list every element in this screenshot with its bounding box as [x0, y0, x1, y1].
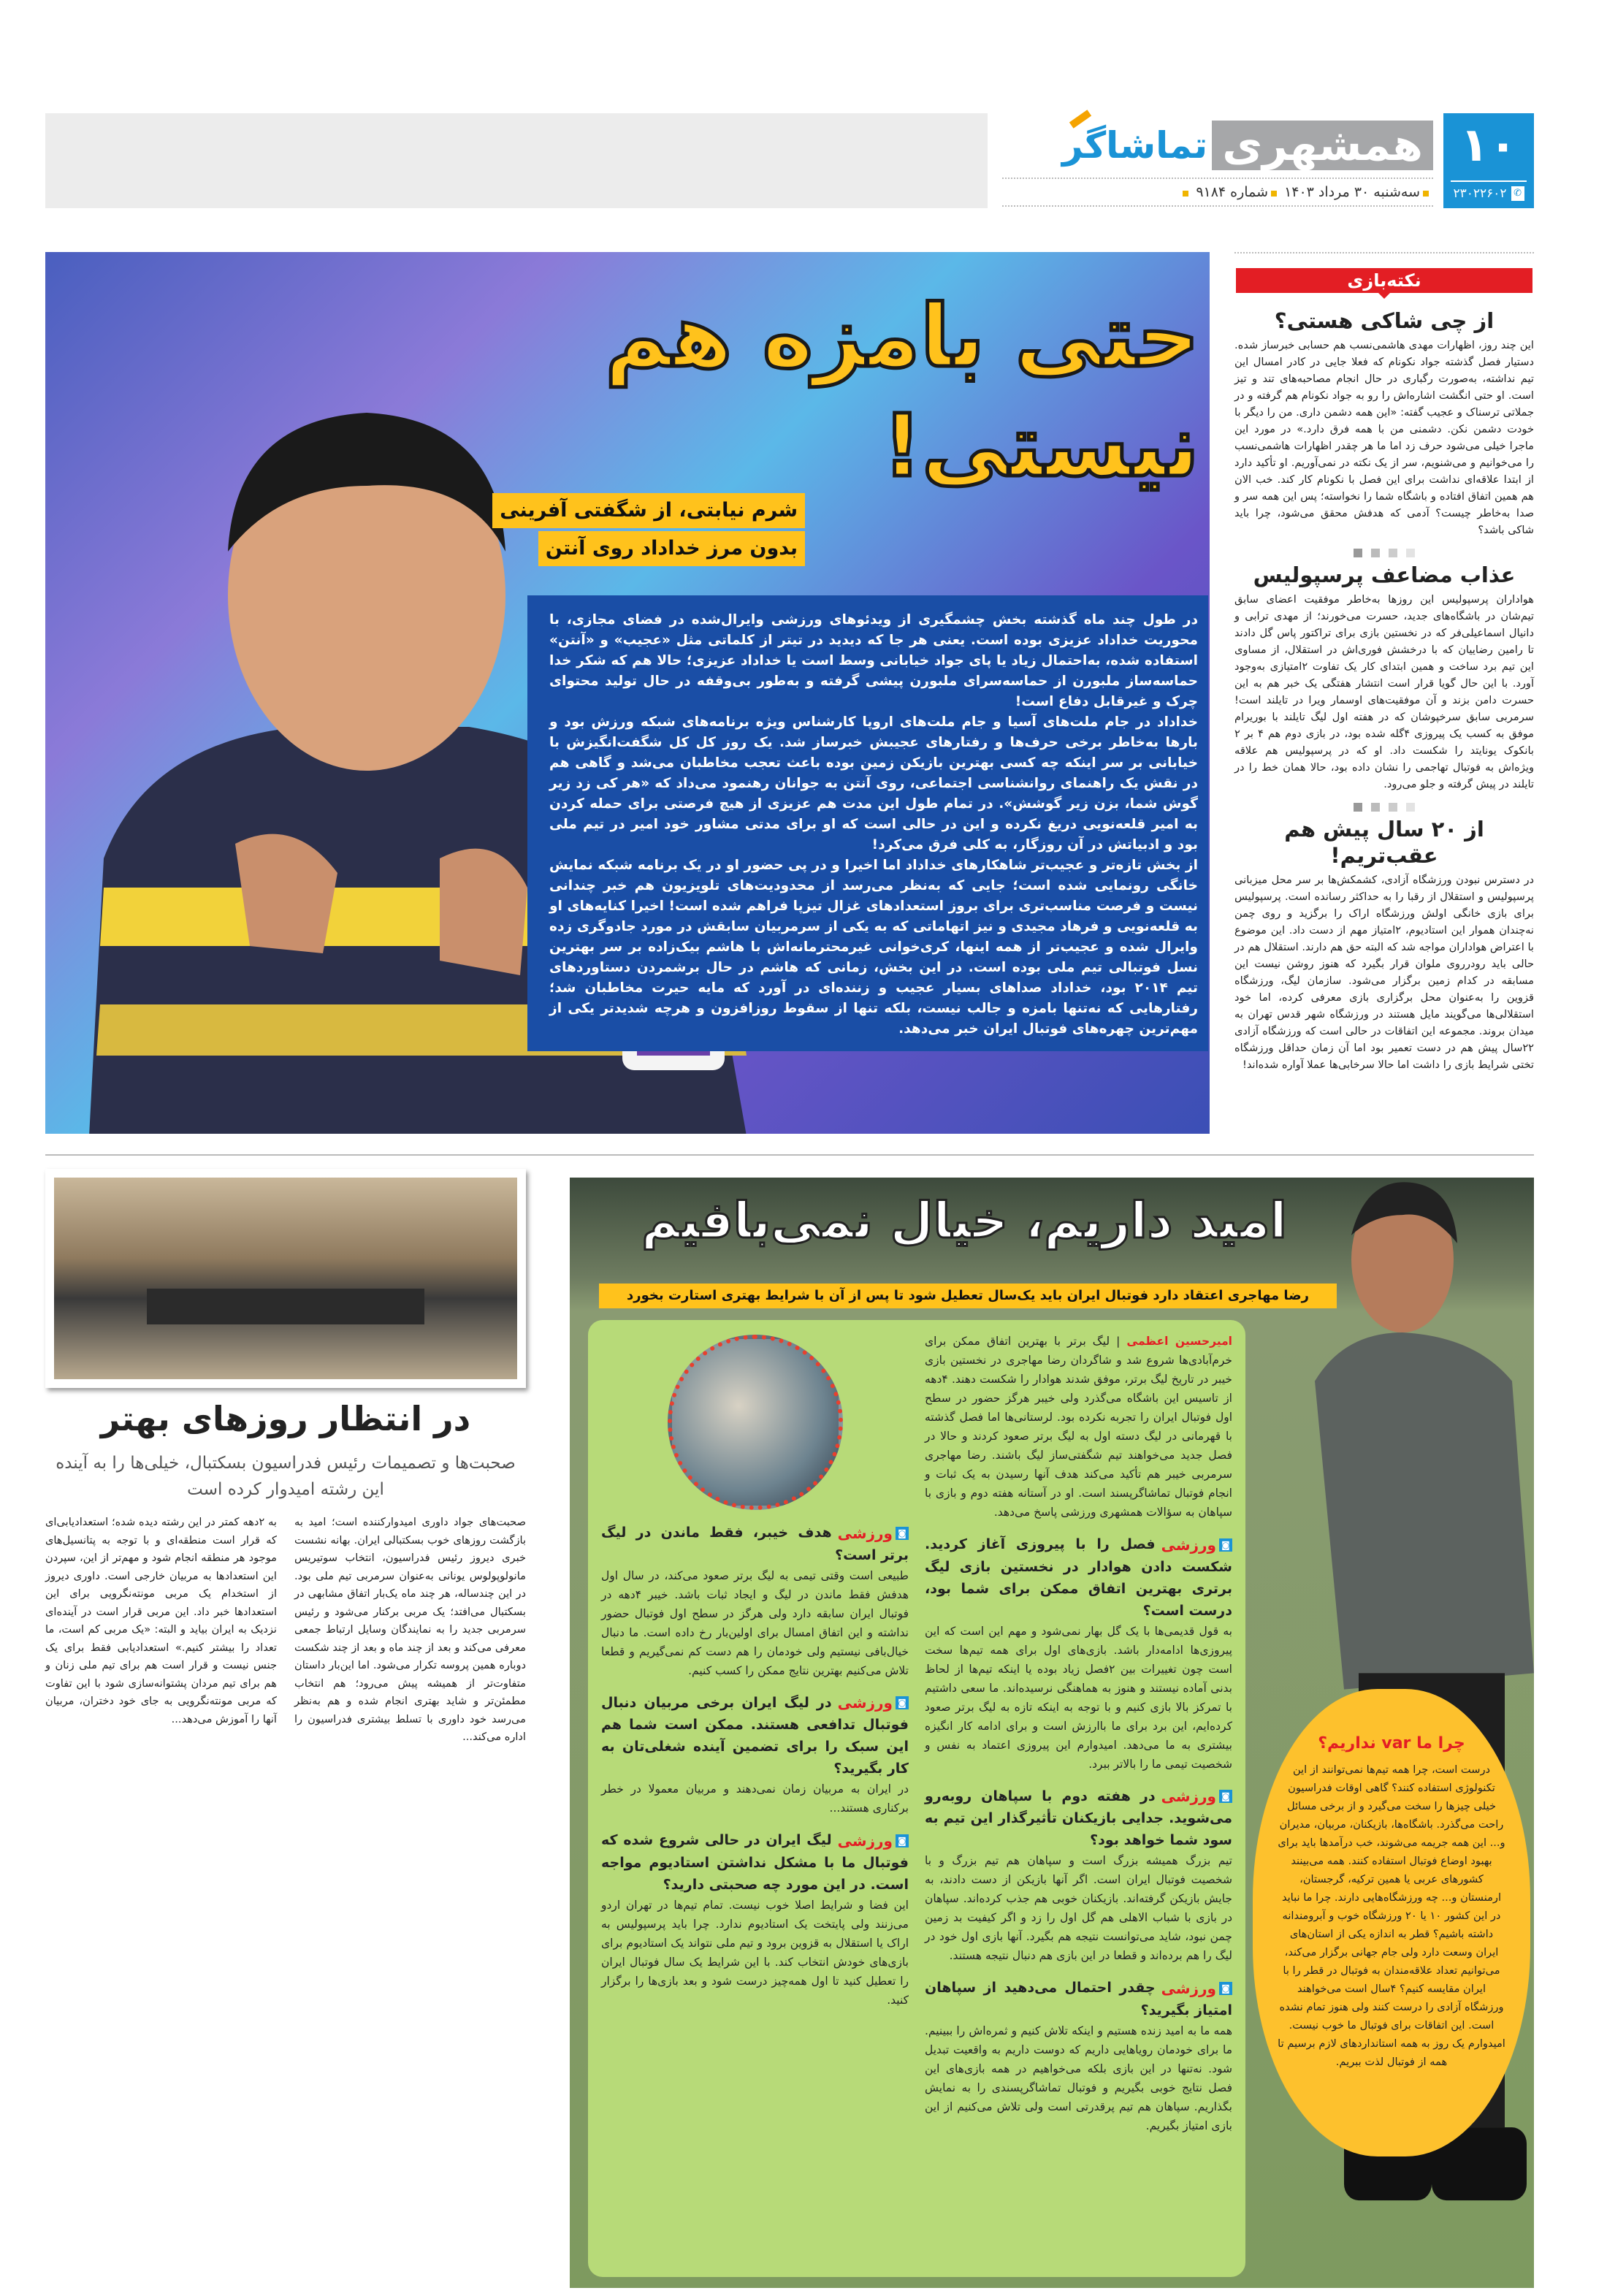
interview-article: [570, 1178, 1534, 2288]
byline: امیرحسین اعظمی: [1126, 1335, 1232, 1348]
basketball-headline: در انتظار روزهای بهتر: [100, 1399, 471, 1438]
lead-text: لیگ برتر با بهترین اتفاق ممکن برای خرم‌آبادی‌ها شروع شد و شاگردان رضا مهاجری در نخستین بازی خیبر در تاریخ لیگ برتر، موفق شدند هوادار را شکست دهند. ۴دهه از تاسیس این باشگاه می‌گذرد ولی خیبر هرگز حضور در سطح اول فوتبال ایران را تجربه نکرده بود. لرستانی‌ها اما فصل گذشته با قهرمانی در لیگ دسته اول به لیگ برتر صعود کردند و حالا در فصل جدید می‌خواهند تیم شگفتی‌ساز لیگ باشند. رضا مهاجری سرمربی خیبر هم تأکید می‌کند هدف آنها رسیدن به یک ثبات و انجام فوتبال تماشاگرپسند است. او در آستانه هفته دوم و بازی با سپاهان به سؤالات همشهری ورزشی پاسخ می‌دهد.: [925, 1335, 1232, 1519]
text-column: به ۲دهه کمتر در این رشته دیده شده؛ استعدادیابی‌ای که قرار است منطقه‌ای و با توجه به پتانسیل‌های موجود هر منطقه انجام شود و مهم‌تر از این، سپردن این استعدادها به مربیان خارجی است. داوری دیروز از استخدام یک مربی مونته‌نگرویی برای این استعدادها خبر داد. این مربی قرار است در آینده‌ای نزدیک به ایران بیاید و البته: «یک مربی کم است، ما تعداد را بیشتر کنیم.» استعدادیابی فقط برای یک جنس نیست و قرار است هم برای تیم ملی زنان و هم برای تیم مردان پشتوانه‌سازی شود با این تفاوت که مربی مونته‌نگرویی به جای خود دختران، مربیان آنها را آموزش می‌دهد...: [45, 1516, 277, 1725]
question: چقدر احتمال می‌دهید از سپاهان امتیاز بگیرید؟: [925, 1980, 1232, 2018]
var-sidebar-title: چرا ما var نداریم؟: [1318, 1734, 1465, 1752]
sports-badge-icon: ◙ ورزشی: [838, 1522, 909, 1544]
dateline: [1002, 178, 1433, 207]
sidebar-headline: از چی شاکی هستی؟: [1274, 308, 1495, 333]
issue-number: شماره ۹۱۸۴: [1196, 184, 1269, 200]
question: فصل را با پیروزی آغاز کردید. شکست دادن هوادار در نخستین بازی لیگ برتری بهترین اتفاق ممکن برای شما بود، درست است؟: [925, 1536, 1232, 1619]
sports-badge-icon: ◙ ورزشی: [1161, 1977, 1232, 1999]
question: لیگ ایران در حالی شروع شده که فوتبال ما با مشکل نداشتن استادیوم مواجه است. در این مورد چه صحبتی دارید؟: [601, 1832, 909, 1893]
separator-dots-icon: [1234, 803, 1534, 812]
newspaper-logo: [1002, 115, 1433, 175]
subtitle-line: بدون مرز خداداد روی آنتن: [538, 531, 805, 566]
basketball-body: [45, 1514, 526, 1747]
qa-item: [925, 1785, 1232, 1966]
sidebar-article-text: هواداران پرسپولیس این روزها به‌خاطر موفقیت اعضای سابق تیم‌شان در باشگاه‌های جدید، حسرت می‌خورند؛ از مهدی ترابی و دانیال اسماعیلی‌فر که در نخستین بازی برای تراکتور پاس گل دادند تا رامین رضاییان که با درخشش فوری‌اش در استقلال، از مساوی این تیم برد ساخت و همین ابتدای کار یک تفاوت ۲امتیازی به‌وجود آورد. با این حال گویا قرار است انتشار هفتگی یک خبر هم به این حسرت دامن بزند و آن موفقیت‌های اوسمار ویرا در تایلند است! سرمربی سابق سرخپوشان که در هفته اول لیگ تایلند با بوریرام موفق به کسب یک پیروزی ۴گله شده بود، در بازی دوم هم ۴ بر ۲ بانکوک یونایتد را شکست داد. او که در پرسپولیس هم علاقه ویژه‌اش به فوتبال تهاجمی را نشان داده بود، حالا همان خط را در تایلند در پیش گرفته و جلو می‌رود.: [1234, 593, 1534, 790]
answer: به قول قدیمی‌ها با یک گل بهار نمی‌شود و مهم این است که این پیروزی‌ها ادامه‌دار باشد. بازی‌های اول برای همه تیم‌ها سخت است چون تغییرات بین ۲فصل زیاد بوده یا اینکه تیم‌ها از لحاظ بدنی آماده نیستند و هنوز به هماهنگی نرسیده‌اند. ما سعی داشتیم با تمرکز بالا بازی کنیم و با توجه به اینکه تازه به لیگ برتر صعود کرده‌ایم، این برد برای ما باارزش است و برای ادامه کار انگیزه بیشتری به ما می‌دهد. امیدوارم این پیروزی اعتماد به نفس و شخصیت تیمی ما را بالاتر ببرد.: [925, 1624, 1232, 1771]
bullet-icon: [1423, 191, 1429, 197]
logo-sub: تماشاگر: [1061, 124, 1208, 167]
headline-line: حتی بامزه هم: [605, 286, 1199, 386]
question: هدف خیبر، فقط ماندن در لیگ برتر است؟: [601, 1525, 909, 1563]
qa-item: [925, 1533, 1232, 1774]
question: در هفته دوم با سپاهان روبه‌رو می‌شوید. جدایی بازیکنان تأثیرگذار این تیم به سود شما خواهد بود؟: [925, 1788, 1232, 1848]
sidebar-article-text: این چند روز، اظهارات مهدی هاشمی‌نسب هم حسابی خبرساز شده. دستیار فصل گذشته جواد نکونام که فعلا جایی در کادر امسال این تیم نداشته، به‌صورت رگباری در حال انجام مصاحبه‌های تند و تیز است. او حتی انگشت اشاره‌اش را رو به جواد نکونام هم گرفته و در جملاتی ترسناک و عجیب گفته: «این همه دشمن داری. من را دیگر با خودت دشمن نکن. دشمنی من با همه فرق دارد.» در مورد این ماجرا خیلی می‌شود حرف زد اما ما هر چقدر اظهارات هاشمی‌نسب را می‌خوانیم و می‌شنویم، سر از یک نکته در نمی‌آوریم. او تأکید دارد از ابتدا علاقه‌ای نداشت برای این فصل با نکونام کار کند. خب الان هم همین اتفاق افتاده و باشگاه شما را نخواسته؛ پس این همه سر و صدا به‌خاطر چیست؟ آدمی که هدفش محقق می‌شود، چرا باید شاکی باشد؟: [1234, 339, 1534, 536]
section-label: نکته‌بازی: [1236, 268, 1532, 293]
issue-date: سه‌شنبه ۳۰ مرداد ۱۴۰۳: [1284, 184, 1420, 200]
bullet-icon: [1183, 191, 1188, 197]
separator-dots-icon: [1234, 549, 1534, 557]
answer: این فضا و شرایط اصلا خوب نیست. تمام تیم‌ها در تهران اردو می‌زنند ولی پایتخت یک استادیوم ندارد. چرا باید پرسپولیس به اراک یا استقلال به قزوین برود و تیم ملی نتواند یک استادیوم برای بازی‌های خودش انتخاب کند. با این شرایط یک سال فوتبال ایران را تعطیل کنید تا اول همه‌چیز درست شود و بعد بازی‌ها را برگزار کنید.: [601, 1898, 909, 2007]
page-number-box: [1443, 113, 1534, 208]
bullet-icon: [1271, 191, 1277, 197]
headline-line: نیستی!: [882, 395, 1199, 496]
interview-strapline: رضا مهاجری اعتقاد دارد فوتبال ایران باید یک‌سال تعطیل شود تا پس از آن با شرایط بهتری استارت بخورد: [599, 1284, 1337, 1308]
sidebar-headline: از ۲۰ سال پیش هم عقب‌تریم!: [1284, 817, 1484, 868]
feature-subtitle: [425, 493, 805, 569]
feature-body: [527, 595, 1208, 1051]
feature-headline: [454, 281, 1207, 500]
sports-badge-icon: ◙ ورزشی: [1161, 1534, 1232, 1556]
sidebar-headline: عذاب مضاعف پرسپولیس: [1253, 562, 1516, 587]
sports-badge-icon: ◙ ورزشی: [838, 1830, 909, 1852]
coach-circular-photo: [668, 1335, 843, 1510]
paragraph: خداداد در جام ملت‌های آسیا و جام ملت‌های اروپا کارشناس ویژه برنامه‌های شبکه ورزش بود و بارها به‌خاطر برخی حرف‌ها و رفتارهای عجیبش خبرساز شد. یک روز کل کل شگفت‌انگیزش با خیابانی بر سر اینکه چه کسی بهترین بازیکن زمین بوده باعث تعجب مخاطبان می‌شد و گاهی هم در نقش یک راهنمای روانشناسی اجتماعی، روی آنتن به جوانان رهنمود می‌داد که «هر کی زد زیر گوش شما، بزن زیر گوشش». در تمام طول این مدت هم عزیزی از هیچ فرصتی برای حمله کردن به امیر قلعه‌نویی دریغ نکرده و این در حالی است که او برای مدتی مشاور خود امیر در تیم ملی بود و ادبیاتش در آن روزگار، به کلی فرق می‌کرد!: [549, 714, 1198, 853]
answer: در ایران به مربیان زمان نمی‌دهند و مربیان معمولا در خطر برکناری هستند...: [601, 1782, 909, 1815]
interview-box: [588, 1320, 1245, 2277]
text-column: صحبت‌های جواد داوری امیدوارکننده است؛ امید به بازگشت روزهای خوب بسکتبالی ایران. بهانه نشست خبری دیروز رئیس فدراسیون، انتخاب سوتیریس مانولوپولوس یونانی به‌عنوان سرمربی تیم ملی بود. در این چندساله، هر چند ماه یک‌بار اتفاق مشابهی در بسکتبال می‌افتد؛ یک مربی برکنار می‌شود و رئیس سرمربی جدید را به نمایندگان وسایل ارتباط جمعی معرفی می‌کند و بعد از چند ماه و بعد از چند شکست دوباره همین پروسه تکرار می‌شود. اما این‌بار داستان متفاوت‌تر از همیشه پیش می‌رود؛ هم انتخاب مطمئن‌تر و شاید بهتری انجام شده و هم به‌نظر می‌رسد خود داوری با تسلط بیشتری فدراسیون را اداره می‌کند...: [294, 1516, 526, 1743]
interview-headline: امید داریم، خیال نمی‌بافیم: [641, 1192, 1287, 1250]
question: در لیگ ایران برخی مربیان دنبال فوتبال تدافعی هستند. ممکن است شما هم این سبک را برای تضمین آینده شغلی‌تان به کار بگیرید؟: [601, 1694, 909, 1777]
paragraph: در طول چند ماه گذشته بخش چشمگیری از ویدئوهای ورزشی وایرال‌شده در فضای مجازی، با محوریت خداداد عزیزی بوده است. یعنی هر جا که دیدید در تیتر از کلماتی مثل «عجیب» و «آنتن» استفاده شده، به‌احتمال زیاد یا پای جواد خیابانی وسط است یا خداداد عزیزی؛ حالا هم که شکر خدا حماسه‌ساز ملبورن از حماسه‌سرای ملبورن پیشی گرفته و به‌طور بی‌وقفه در حال تولید محتوای چرک و غیرقابل دفاع است!: [549, 612, 1198, 709]
qa-item: [601, 1692, 909, 1818]
basketball-subtitle: صحبت‌ها و تصمیمات رئیس فدراسیون بسکتبال، خیلی‌ها را به آینده این رشته امیدوار کرده است: [56, 1454, 516, 1499]
answer: طبیعی است وقتی تیمی به لیگ برتر صعود می‌کند، در سال اول هدفش فقط ماندن در لیگ و ایجاد ثبات باشد. خیبر ۴دهه در فوتبال ایران سابقه دارد ولی هرگز در سطح اول فوتبال حضور نداشته و این اتفاق امسال برای اولین‌بار رخ داده است. ما دنبال خیال‌بافی نیستیم ولی خودمان را هم دست کم نمی‌گیریم و قطعا تلاش می‌کنیم بهترین نتایج ممکن را کسب کنیم.: [601, 1568, 909, 1677]
sports-badge-icon: ◙ ورزشی: [838, 1692, 909, 1714]
press-conference-photo: [45, 1169, 526, 1388]
sidebar-article-text: در دسترس نبودن ورزشگاه آزادی، کشمکش‌ها بر سر محل میزبانی پرسپولیس و استقلال از رقبا را به حداکثر رسانده است. پرسپولیس برای بازی خانگی اولش ورزشگاه اراک را برگزید و روی چمن نه‌چندان هموار این استادیوم، ۲امتیاز مهم از دست داد. این موضوع با اعتراض هواداران مواجه شد که البته حق هم دارند. استقلال هم در حالی باید رودرروی ملوان قرار بگیرد که هنوز روشن نیست این مسابقه در کدام زمین برگزار می‌شود. سازمان لیگ، ورزشگاه قزوین را به‌عنوان محل برگزاری بازی معرفی کرده، اما خود استقلالی‌ها می‌گویند مایل هستند در ورزشگاه شهر قدس تهران به میدان بروند. مجموعه این اتفاقات در حالی است که ورزشگاه آزادی ۲۲سال پیش هم در دست تعمیر بود اما آن زمان حداقل ورزشگاه تختی شرایط بازی را داشت اما حالا سرخابی‌ها عملا آواره شده‌اند!: [1234, 874, 1534, 1071]
divider: [1451, 180, 1527, 182]
interview-column-right: [925, 1332, 1232, 2265]
phone-icon: ✆: [1511, 186, 1524, 201]
answer: همه ما به امید زنده هستیم و اینکه تلاش کنیم و ثمره‌اش را ببینیم. ما برای خودمان رویاهایی داریم که دوست داریم به واقعیت تبدیل شود. نه‌تنها در این بازی بلکه می‌خواهیم در همه بازی‌های این فصل نتایج خوبی بگیریم و فوتبال تماشاگرپسندی را به نمایش بگذاریم. سپاهان هم تیم پرقدرتی است ولی تلاش می‌کنیم از این بازی امتیاز بگیریم.: [925, 2024, 1232, 2132]
phone-number: ۲۳۰۲۲۶۰۲: [1453, 186, 1507, 201]
sports-badge-icon: ◙ ورزشی: [1161, 1785, 1232, 1807]
section-divider: [45, 1154, 1534, 1156]
var-sidebar-text: درست است، چرا همه تیم‌ها نمی‌توانند از این تکنولوژی استفاده کنند؟ گاهی اوقات فدراسیون خیلی چیزها را سخت می‌گیرد و از برخی مسائل راحت می‌گذرد. باشگاه‌ها، بازیکنان، مربیان، مدیران و... این همه جریمه می‌شوند، خب درآمدها باید برای بهبود اوضاع فوتبال استفاده کنند. همه می‌بینند کشورهای عربی یا همین ترکیه، گرجستان، ارمنستان و... چه ورزشگاه‌هایی دارند. چرا ما نباید در این کشور ۱۰ یا ۲۰ ورزشگاه خوب و آبرومندانه داشته باشیم؟ قطر به اندازه یکی از استان‌های ایران وسعت دارد ولی جام جهانی برگزار می‌کند، می‌توانیم تعداد علاقه‌مندان به فوتبال در قطر را با ایران مقایسه کنیم؟ ۴سال است می‌خواهند ورزشگاه آزادی را درست کنند ولی هنوز تمام نشده است. این اتفاقات برای فوتبال ما خوب نیست. امیدوارم یک روز به همه استانداردهای لازم برسیم تا همه از فوتبال لذت ببریم.: [1278, 1763, 1505, 2068]
qa-item: [601, 1522, 909, 1680]
paragraph: از بخش تازه‌تر و عجیب‌تر شاهکارهای خداداد اما اخیرا و در پی حضور او در یک برنامه شبکه نمایش خانگی رونمایی شده است؛ جایی که به‌نظر می‌رسد از محدودیت‌های تلویزیون هم خبر چندانی نیست و فرصت مناسب‌تری برای بروز استعدادهای غزال تیزپا فراهم شده است! اخیرا کنایه‌های او به قلعه‌نویی و فرهاد مجیدی و نیز اتهاماتی که به یکی از سرمربیان سابقش در مورد جادوگری زده وایرال شده و عجیب‌تر از همه اینها، کری‌خوانی غیرمحترمانه‌اش با هاشم بیک‌زاده بر سر بهترین نسل فوتبالی تیم ملی بوده است. در این بخش، زمانی که هاشم در حال برشمردن دستاوردهای تیم ۲۰۱۴ بود، خداداد صداهای بسیار عجیب و زننده‌ای در آورد که مایه حیرت مخاطبان شد؛ رفتارهایی که نه‌تنها بامزه و جالب نیست، بلکه تنها از سقوط روزافزون و هرچه شدیدتر یکی از مهم‌ترین چهره‌های فوتبال ایران خبر می‌دهد.: [549, 858, 1198, 1037]
logo-main: همشهری: [1212, 121, 1433, 170]
advertisement-banner: [45, 113, 988, 208]
interview-column-left: [601, 1332, 909, 2265]
qa-item: [925, 1977, 1232, 2135]
page-number: ۱۰: [1459, 118, 1518, 172]
answer: تیم بزرگ همیشه بزرگ است و سپاهان هم تیم بزرگ و با شخصیت فوتبال ایران است. اگر آنها بازیکن از دست دادند، به جایش بازیکن گرفته‌اند. بازیکنان خوبی هم جذب کرده‌اند. سپاهان در بازی با شباب الاهلی هم گل اول را زد و اگر کیفیت بد زمین چمن نبود، شاید می‌توانست نتیجه هم بگیرد. آنها بازی اول خود در لیگ را هم برده‌اند و قطعا در این بازی هم دنبال نتیجه هستند.: [925, 1854, 1232, 1962]
var-sidebar: [1253, 1689, 1530, 2156]
interview-lead: امیرحسین اعظمی | لیگ برتر با بهترین اتفاق ممکن برای خرم‌آبادی‌ها شروع شد و شاگردان رضا مهاجری در نخستین بازی خیبر در تاریخ لیگ برتر، موفق شدند هوادار را شکست دهند. ۴دهه از تاسیس این باشگاه می‌گذرد ولی خیبر هرگز حضور در سطح اول فوتبال ایران را تجربه نکرده بود. لرستانی‌ها اما فصل گذشته با قهرمانی در لیگ دسته اول به لیگ برتر صعود کردند و حالا در فصل جدید می‌خواهند تیم شگفتی‌ساز لیگ باشند. رضا مهاجری سرمربی خیبر هم تأکید می‌کند هدف آنها رسیدن به یک ثبات و انجام فوتبال تماشاگرپسند است. او در آستانه هفته دوم و بازی با سپاهان به سؤالات همشهری ورزشی پاسخ می‌دهد.: [925, 1335, 1232, 1519]
qa-item: [601, 1829, 909, 2010]
feature-article: [45, 252, 1210, 1134]
subtitle-line: شرم نیابتی، از شگفتی آفرینی: [492, 493, 805, 528]
sidebar-column: [1234, 252, 1534, 1073]
